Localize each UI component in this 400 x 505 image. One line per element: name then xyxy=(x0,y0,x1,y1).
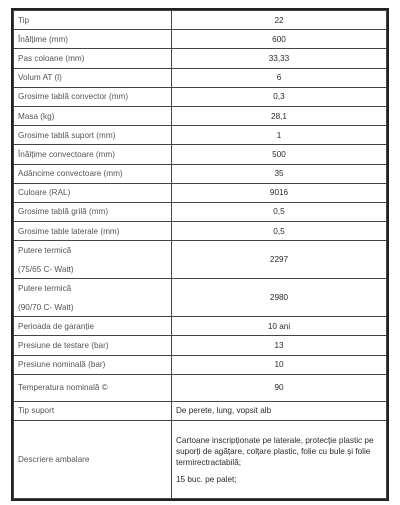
table-row xyxy=(14,164,387,183)
row-value-convector-sheet: 0,3 xyxy=(172,87,387,106)
row-value-test-pressure: 13 xyxy=(172,336,387,355)
specification-table xyxy=(13,10,387,499)
row-label-support-type: Tip suport xyxy=(14,401,172,420)
row-label-volume: Volum AT (l) xyxy=(14,68,172,87)
row-label-support-sheet: Grosime tablă suport (mm) xyxy=(14,126,172,145)
table-row xyxy=(14,279,387,317)
table-row xyxy=(14,68,387,87)
packaging-description: Cartoane inscripționate pe laterale, protecție plastic pe suporți de agățare, colțare plastic, folie cu bule și folie termirectractabilă; xyxy=(176,435,374,467)
table-row xyxy=(14,87,387,106)
power-75-line2: (75/65 C- Watt) xyxy=(18,264,74,274)
row-value-nominal-pressure: 10 xyxy=(172,355,387,374)
row-label-side-sheet: Grosime table laterale (mm) xyxy=(14,222,172,241)
row-label-convector-depth: Adâncime convectoare (mm) xyxy=(14,164,172,183)
row-value-support-sheet: 1 xyxy=(172,126,387,145)
row-value-mass: 28,1 xyxy=(172,106,387,125)
row-label-color: Culoare (RAL) xyxy=(14,183,172,202)
table-row xyxy=(14,145,387,164)
row-label-nominal-temperature: Temperatura nominală © xyxy=(14,374,172,401)
row-value-color: 9016 xyxy=(172,183,387,202)
power-90-line2: (90/70 C- Watt) xyxy=(18,302,74,312)
table-row xyxy=(14,421,387,499)
specification-table-frame xyxy=(11,8,389,501)
row-value-side-sheet: 0,5 xyxy=(172,222,387,241)
row-label-height: Înălțime (mm) xyxy=(14,30,172,49)
row-value-volume: 6 xyxy=(172,68,387,87)
table-row xyxy=(14,202,387,221)
row-label-column-pitch: Pas coloane (mm) xyxy=(14,49,172,68)
row-value-grille-sheet: 0,5 xyxy=(172,202,387,221)
table-row xyxy=(14,11,387,30)
row-label-convector-height: Înălțime convectoare (mm) xyxy=(14,145,172,164)
table-row xyxy=(14,183,387,202)
power-90-line1: Putere termică xyxy=(18,283,72,293)
table-row xyxy=(14,126,387,145)
row-value-support-type: De perete, lung, vopsit alb xyxy=(172,401,387,420)
row-label-type: Tip xyxy=(14,11,172,30)
row-value-type: 22 xyxy=(172,11,387,30)
row-value-convector-height: 500 xyxy=(172,145,387,164)
row-value-warranty: 10 ani xyxy=(172,317,387,336)
table-row xyxy=(14,317,387,336)
row-value-power-75: 2297 xyxy=(172,241,387,279)
row-label-convector-sheet: Grosime tablă convector (mm) xyxy=(14,87,172,106)
row-value-convector-depth: 35 xyxy=(172,164,387,183)
table-row xyxy=(14,30,387,49)
row-value-nominal-temperature: 90 xyxy=(172,374,387,401)
row-label-nominal-pressure: Presiune nominală (bar) xyxy=(14,355,172,374)
table-row xyxy=(14,374,387,401)
table-row xyxy=(14,241,387,279)
row-value-height: 600 xyxy=(172,30,387,49)
row-label-grille-sheet: Grosime tablă grilă (mm) xyxy=(14,202,172,221)
table-row xyxy=(14,355,387,374)
row-label-test-pressure: Presiune de testare (bar) xyxy=(14,336,172,355)
row-label-packaging: Descriere ambalare xyxy=(14,421,172,499)
table-row xyxy=(14,401,387,420)
packaging-pallet-quantity: 15 buc. pe palet; xyxy=(176,474,237,484)
table-row xyxy=(14,222,387,241)
table-row xyxy=(14,49,387,68)
row-label-mass: Masa (kg) xyxy=(14,106,172,125)
table-row xyxy=(14,106,387,125)
table-row xyxy=(14,336,387,355)
row-value-column-pitch: 33,33 xyxy=(172,49,387,68)
power-75-line1: Putere termică xyxy=(18,245,72,255)
row-label-warranty: Perioada de garanție xyxy=(14,317,172,336)
row-value-power-90: 2980 xyxy=(172,279,387,317)
row-label-power-90 xyxy=(14,279,172,317)
row-label-power-75 xyxy=(14,241,172,279)
row-value-packaging xyxy=(172,421,387,499)
